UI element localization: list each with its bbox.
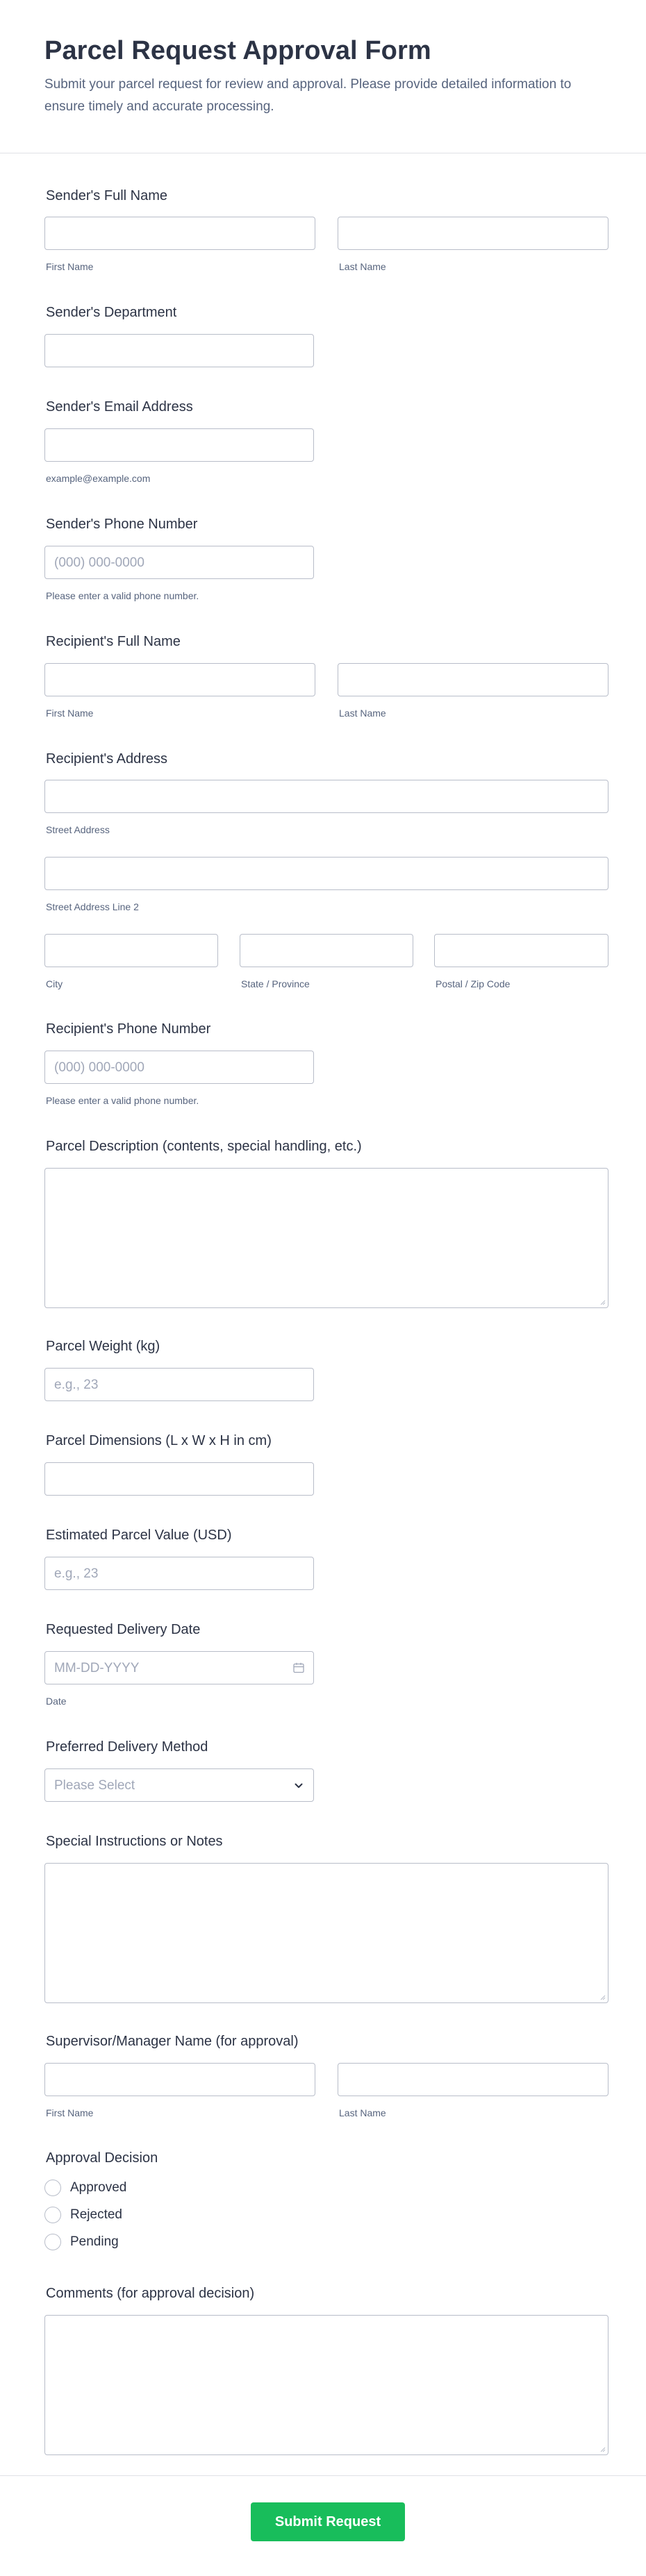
sender-phone-placeholder: (000) 000-0000 [54, 555, 144, 570]
recipient-phone-placeholder: (000) 000-0000 [54, 1060, 144, 1075]
delivery-date-placeholder: MM-DD-YYYY [54, 1661, 140, 1675]
radio-label: Pending [70, 2234, 119, 2249]
state-province-input[interactable] [240, 934, 413, 967]
supervisor-name-label: Supervisor/Manager Name (for approval) [46, 2034, 299, 2049]
form-header [0, 0, 646, 153]
delivery-method-select[interactable] [44, 1768, 314, 1802]
chevron-down-icon [292, 1780, 305, 1792]
form-subtitle: Submit your parcel request for review and approval. Please provide detailed information to ensure timely and accurate processing. [44, 77, 572, 114]
street-address-line2-sublabel: Street Address Line 2 [46, 901, 139, 912]
form-title: Parcel Request Approval Form [44, 36, 431, 65]
street-address-sublabel: Street Address [46, 824, 110, 835]
recipient-address-label: Recipient's Address [46, 751, 168, 767]
street-address-line2-input[interactable] [44, 857, 608, 890]
sender-first-name-input[interactable] [44, 217, 315, 250]
recipient-phone-input[interactable] [44, 1051, 314, 1084]
postal-zip-sublabel: Postal / Zip Code [436, 978, 511, 989]
resize-handle-icon[interactable] [599, 2445, 606, 2452]
sender-email-label: Sender's Email Address [46, 399, 193, 415]
recipient-first-name-input[interactable] [44, 663, 315, 696]
sender-email-sublabel: example@example.com [46, 473, 151, 484]
sender-department-input[interactable] [44, 334, 314, 367]
recipient-last-name-sublabel: Last Name [339, 708, 386, 719]
sender-first-name-sublabel: First Name [46, 261, 94, 272]
sender-phone-label: Sender's Phone Number [46, 517, 198, 532]
delivery-method-placeholder: Please Select [54, 1778, 135, 1793]
recipient-phone-sublabel: Please enter a valid phone number. [46, 1095, 199, 1106]
delivery-date-sublabel: Date [46, 1696, 67, 1707]
supervisor-first-name-sublabel: First Name [46, 2107, 94, 2118]
parcel-weight-input[interactable] [44, 1368, 314, 1401]
footer-divider [0, 2475, 646, 2476]
parcel-description-textarea[interactable] [44, 1168, 608, 1308]
comments-label: Comments (for approval decision) [46, 2286, 255, 2301]
calendar-icon[interactable] [292, 1662, 305, 1674]
resize-handle-icon[interactable] [599, 1298, 606, 1305]
approval-decision-label: Approval Decision [46, 2150, 158, 2166]
parcel-value-input[interactable] [44, 1557, 314, 1590]
sender-phone-input[interactable] [44, 546, 314, 579]
sender-last-name-sublabel: Last Name [339, 261, 386, 272]
state-province-sublabel: State / Province [241, 978, 310, 989]
sender-phone-sublabel: Please enter a valid phone number. [46, 590, 199, 601]
resize-handle-icon[interactable] [599, 1993, 606, 2000]
postal-zip-input[interactable] [434, 934, 608, 967]
supervisor-last-name-input[interactable] [338, 2063, 608, 2096]
parcel-value-placeholder: e.g., 23 [54, 1566, 99, 1581]
sender-email-input[interactable] [44, 428, 314, 462]
recipient-first-name-sublabel: First Name [46, 708, 94, 719]
city-input[interactable] [44, 934, 218, 967]
supervisor-first-name-input[interactable] [44, 2063, 315, 2096]
radio-button[interactable] [44, 2234, 61, 2250]
parcel-weight-label: Parcel Weight (kg) [46, 1339, 160, 1354]
city-sublabel: City [46, 978, 63, 989]
parcel-description-label: Parcel Description (contents, special handling, etc.) [46, 1139, 362, 1154]
delivery-method-label: Preferred Delivery Method [46, 1739, 208, 1755]
delivery-date-input[interactable] [44, 1651, 314, 1684]
special-instructions-label: Special Instructions or Notes [46, 1834, 223, 1849]
sender-last-name-input[interactable] [338, 217, 608, 250]
recipient-name-label: Recipient's Full Name [46, 634, 181, 649]
radio-button[interactable] [44, 2180, 61, 2196]
comments-textarea[interactable] [44, 2315, 608, 2455]
parcel-weight-placeholder: e.g., 23 [54, 1378, 99, 1392]
parcel-value-label: Estimated Parcel Value (USD) [46, 1528, 232, 1543]
submit-request-button[interactable]: Submit Request [251, 2502, 405, 2541]
radio-label: Approved [70, 2180, 127, 2195]
parcel-dimensions-label: Parcel Dimensions (L x W x H in cm) [46, 1433, 272, 1448]
sender-department-label: Sender's Department [46, 305, 177, 320]
radio-label: Rejected [70, 2207, 122, 2222]
supervisor-last-name-sublabel: Last Name [339, 2107, 386, 2118]
sender-name-label: Sender's Full Name [46, 188, 167, 203]
recipient-phone-label: Recipient's Phone Number [46, 1021, 211, 1037]
radio-button[interactable] [44, 2207, 61, 2223]
recipient-last-name-input[interactable] [338, 663, 608, 696]
special-instructions-textarea[interactable] [44, 1863, 608, 2003]
delivery-date-label: Requested Delivery Date [46, 1622, 201, 1637]
street-address-input[interactable] [44, 780, 608, 813]
parcel-dimensions-input[interactable] [44, 1462, 314, 1496]
